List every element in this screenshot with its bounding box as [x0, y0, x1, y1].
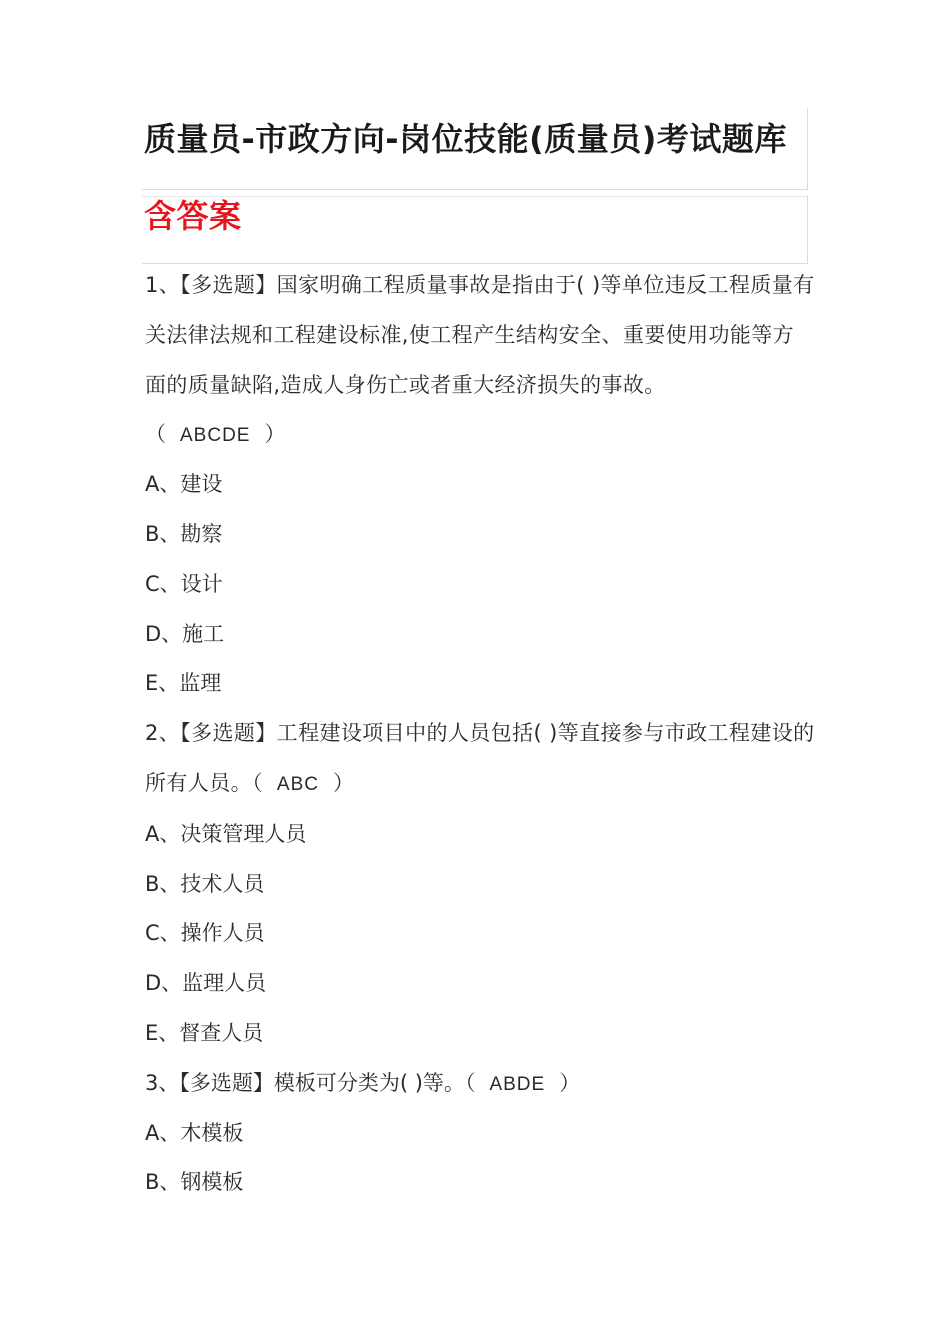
option-text: 决策管理人员: [180, 821, 307, 846]
question-type: 【多选题】: [180, 721, 277, 746]
option-text: 设计: [180, 571, 223, 596]
answer-key: ABC: [276, 773, 319, 795]
option: [145, 959, 815, 1009]
option: [145, 1109, 815, 1159]
question-text: 国家明确工程质量事故是指由于( )等单位违反工程质量有关法律法规和工程建设标准,使工程产生结构安全、重要使用功能等方面的质量缺陷,造成人身伤亡或者重大经济损失的事故。: [145, 273, 815, 397]
question-list: [145, 261, 815, 1208]
option: [145, 860, 815, 910]
document-subtitle: 含答案: [144, 197, 242, 235]
answer-key: ABCDE: [180, 425, 251, 447]
document-title: 质量员-市政方向-岗位技能(质量员)考试题库: [144, 120, 787, 158]
option-text: 监理: [179, 671, 222, 696]
option-label: A、: [145, 472, 181, 497]
option-text: 钢模板: [180, 1170, 244, 1195]
option-label: B、: [145, 871, 181, 896]
option-label: C、: [145, 571, 181, 596]
option-label: C、: [145, 921, 181, 946]
option: [145, 460, 815, 510]
question-text: 模板可分类为( )等。: [273, 1070, 465, 1095]
option-text: 建设: [180, 472, 223, 497]
option-text: 监理人员: [182, 971, 267, 996]
answer-close: ）: [332, 770, 355, 795]
question-type: 【多选题】: [179, 1070, 274, 1095]
answer-open: （: [464, 1070, 476, 1095]
option-text: 木模板: [180, 1120, 244, 1145]
option-label: B、: [145, 1170, 181, 1195]
option-label: E、: [145, 671, 180, 696]
option-text: 操作人员: [180, 921, 265, 946]
question-1-answer: [145, 410, 815, 460]
option-label: D、: [145, 971, 183, 996]
option: [145, 560, 815, 610]
option: [145, 1158, 815, 1208]
option-label: A、: [145, 821, 181, 846]
title-box-line1: [142, 108, 808, 190]
option-label: E、: [145, 1020, 180, 1045]
option: [145, 1009, 815, 1059]
option: [145, 909, 815, 959]
question-number: 1、: [145, 273, 181, 297]
question-number: 3、: [145, 1070, 180, 1095]
answer-close: ）: [559, 1070, 581, 1095]
answer-close: ）: [264, 422, 286, 447]
question-2: [145, 709, 815, 810]
answer-open: （: [145, 422, 166, 447]
option-text: 督查人员: [179, 1020, 264, 1045]
question-text: 工程建设项目中的人员包括( )等直接参与市政工程建设的所有人员。: [145, 721, 815, 795]
question-1: [145, 261, 815, 410]
option: [145, 810, 815, 860]
question-3: [145, 1059, 815, 1109]
option: [145, 659, 815, 709]
option-label: B、: [145, 521, 181, 546]
option-text: 技术人员: [180, 871, 265, 896]
option: [145, 610, 815, 660]
answer-open: （: [252, 770, 263, 795]
option-text: 施工: [182, 621, 225, 646]
title-box-line2: [142, 196, 808, 264]
question-number: 2、: [145, 721, 181, 746]
option: [145, 510, 815, 560]
option-text: 勘察: [180, 521, 223, 546]
option-label: D、: [145, 621, 183, 646]
question-type: 【多选题】: [180, 273, 277, 297]
answer-key: ABDE: [489, 1073, 546, 1095]
option-label: A、: [145, 1120, 181, 1145]
